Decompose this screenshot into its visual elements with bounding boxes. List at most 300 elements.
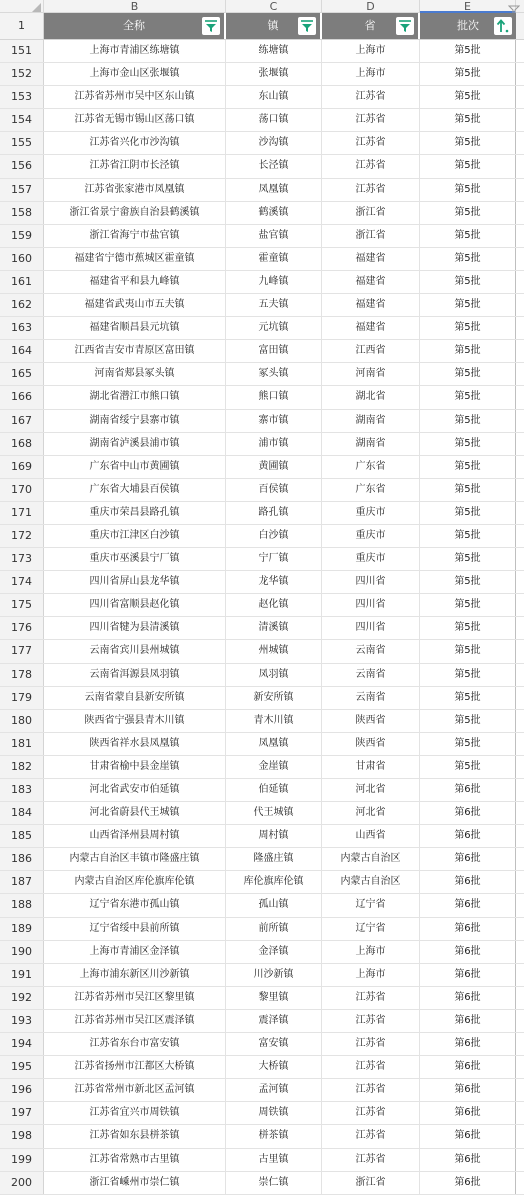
cell-full-name[interactable]: 云南省蒙自县新安所镇 bbox=[44, 687, 226, 709]
cell-batch[interactable]: 第5批 bbox=[420, 687, 516, 709]
cell-full-name[interactable]: 福建省顺昌县元坑镇 bbox=[44, 317, 226, 339]
cell-batch[interactable]: 第6批 bbox=[420, 1056, 516, 1078]
cell-town[interactable]: 前所镇 bbox=[226, 918, 322, 940]
table-row bbox=[0, 802, 524, 825]
cell-town[interactable]: 大桥镇 bbox=[226, 1056, 322, 1078]
cell-full-name[interactable]: 福建省平和县九峰镇 bbox=[44, 271, 226, 293]
row-number[interactable]: 192 bbox=[0, 987, 44, 1009]
cell-batch[interactable]: 第5批 bbox=[420, 386, 516, 408]
row-number[interactable]: 163 bbox=[0, 317, 44, 339]
cell-province[interactable]: 云南省 bbox=[322, 687, 420, 709]
cell-town[interactable]: 金崖镇 bbox=[226, 756, 322, 778]
cell-full-name[interactable]: 浙江省海宁市盐官镇 bbox=[44, 225, 226, 247]
row-number[interactable]: 169 bbox=[0, 456, 44, 478]
table-row bbox=[0, 433, 524, 456]
cell-full-name[interactable]: 江苏省苏州市吴江区震泽镇 bbox=[44, 1010, 226, 1032]
cell-batch[interactable]: 第5批 bbox=[420, 271, 516, 293]
cell-full-name[interactable]: 江苏省如东县栟茶镇 bbox=[44, 1125, 226, 1147]
cell-town[interactable]: 金泽镇 bbox=[226, 941, 322, 963]
cell-batch[interactable]: 第5批 bbox=[420, 294, 516, 316]
cell-province[interactable]: 浙江省 bbox=[322, 225, 420, 247]
cell-full-name[interactable]: 内蒙古自治区丰镇市隆盛庄镇 bbox=[44, 848, 226, 870]
row-number[interactable]: 181 bbox=[0, 733, 44, 755]
cell-full-name[interactable]: 广东省大埔县百侯镇 bbox=[44, 479, 226, 501]
cell-batch[interactable]: 第5批 bbox=[420, 410, 516, 432]
cell-batch[interactable]: 第5批 bbox=[420, 756, 516, 778]
cell-town[interactable]: 孤山镇 bbox=[226, 894, 322, 916]
row-number[interactable]: 156 bbox=[0, 155, 44, 177]
cell-province[interactable]: 重庆市 bbox=[322, 502, 420, 524]
cell-town[interactable]: 长泾镇 bbox=[226, 155, 322, 177]
cell-town[interactable]: 周铁镇 bbox=[226, 1102, 322, 1124]
cell-batch[interactable]: 第5批 bbox=[420, 664, 516, 686]
cell-town[interactable]: 崇仁镇 bbox=[226, 1172, 322, 1194]
filter-menu-icon[interactable] bbox=[508, 1, 520, 12]
cell-town[interactable]: 路孔镇 bbox=[226, 502, 322, 524]
cell-town[interactable]: 凤凰镇 bbox=[226, 733, 322, 755]
cell-town[interactable]: 清溪镇 bbox=[226, 617, 322, 639]
cell-batch[interactable]: 第5批 bbox=[420, 317, 516, 339]
table-row bbox=[0, 871, 524, 894]
row-number[interactable]: 179 bbox=[0, 687, 44, 709]
table-row bbox=[0, 1010, 524, 1033]
cell-town[interactable]: 黎里镇 bbox=[226, 987, 322, 1009]
cell-town[interactable]: 凤凰镇 bbox=[226, 179, 322, 201]
table-row bbox=[0, 710, 524, 733]
cell-full-name[interactable]: 上海市青浦区金泽镇 bbox=[44, 941, 226, 963]
row-number[interactable]: 172 bbox=[0, 525, 44, 547]
cell-town[interactable]: 龙华镇 bbox=[226, 571, 322, 593]
cell-full-name[interactable]: 福建省宁德市蕉城区霍童镇 bbox=[44, 248, 226, 270]
filter-icon bbox=[300, 19, 314, 33]
table-row bbox=[0, 63, 524, 86]
row-number[interactable]: 165 bbox=[0, 363, 44, 385]
row-number[interactable]: 152 bbox=[0, 63, 44, 85]
cell-province[interactable]: 江苏省 bbox=[322, 1079, 420, 1101]
cell-town[interactable]: 新安所镇 bbox=[226, 687, 322, 709]
cell-full-name[interactable]: 河南省郏县冢头镇 bbox=[44, 363, 226, 385]
cell-province[interactable]: 江苏省 bbox=[322, 109, 420, 131]
table-row bbox=[0, 733, 524, 756]
cell-town[interactable]: 五夫镇 bbox=[226, 294, 322, 316]
cell-full-name[interactable]: 辽宁省东港市孤山镇 bbox=[44, 894, 226, 916]
row-number[interactable]: 176 bbox=[0, 617, 44, 639]
cell-batch[interactable]: 第6批 bbox=[420, 1172, 516, 1194]
row-number[interactable]: 183 bbox=[0, 779, 44, 801]
cell-batch[interactable]: 第6批 bbox=[420, 848, 516, 870]
cell-full-name[interactable]: 湖南省泸溪县浦市镇 bbox=[44, 433, 226, 455]
filter-button[interactable] bbox=[298, 17, 316, 35]
cell-province[interactable]: 江苏省 bbox=[322, 132, 420, 154]
cell-batch[interactable]: 第6批 bbox=[420, 1079, 516, 1101]
cell-town[interactable]: 州城镇 bbox=[226, 640, 322, 662]
row-number[interactable]: 190 bbox=[0, 941, 44, 963]
cell-batch[interactable]: 第5批 bbox=[420, 363, 516, 385]
filter-button[interactable] bbox=[202, 17, 220, 35]
cell-full-name[interactable]: 广东省中山市黄圃镇 bbox=[44, 456, 226, 478]
row-number[interactable]: 162 bbox=[0, 294, 44, 316]
cell-province[interactable]: 云南省 bbox=[322, 640, 420, 662]
cell-province[interactable]: 江苏省 bbox=[322, 1149, 420, 1171]
table-row bbox=[0, 1125, 524, 1148]
cell-batch[interactable]: 第5批 bbox=[420, 571, 516, 593]
cell-town[interactable]: 古里镇 bbox=[226, 1149, 322, 1171]
table-row bbox=[0, 340, 524, 363]
cell-batch[interactable]: 第6批 bbox=[420, 1033, 516, 1055]
cell-full-name[interactable]: 河北省蔚县代王城镇 bbox=[44, 802, 226, 824]
header-cell-full-name[interactable] bbox=[44, 13, 226, 39]
cell-full-name[interactable]: 四川省屏山县龙华镇 bbox=[44, 571, 226, 593]
cell-batch[interactable]: 第5批 bbox=[420, 710, 516, 732]
table-row bbox=[0, 918, 524, 941]
cell-province[interactable]: 江苏省 bbox=[322, 86, 420, 108]
cell-batch[interactable]: 第5批 bbox=[420, 733, 516, 755]
row-number[interactable]: 151 bbox=[0, 40, 44, 62]
cell-batch[interactable]: 第5批 bbox=[420, 63, 516, 85]
table-row bbox=[0, 525, 524, 548]
cell-province[interactable]: 内蒙古自治区 bbox=[322, 848, 420, 870]
cell-full-name[interactable]: 上海市金山区张堰镇 bbox=[44, 63, 226, 85]
table-row bbox=[0, 825, 524, 848]
cell-province[interactable]: 湖北省 bbox=[322, 386, 420, 408]
filter-button[interactable] bbox=[396, 17, 414, 35]
header-label: 批次 bbox=[457, 19, 479, 32]
table-row bbox=[0, 687, 524, 710]
cell-town[interactable]: 冢头镇 bbox=[226, 363, 322, 385]
column-letter-d[interactable]: D bbox=[322, 0, 420, 13]
cell-province[interactable]: 河北省 bbox=[322, 802, 420, 824]
cell-batch[interactable]: 第6批 bbox=[420, 987, 516, 1009]
row-number[interactable]: 191 bbox=[0, 964, 44, 986]
cell-full-name[interactable]: 江苏省苏州市吴江区黎里镇 bbox=[44, 987, 226, 1009]
cell-province[interactable]: 河南省 bbox=[322, 363, 420, 385]
cell-batch[interactable]: 第6批 bbox=[420, 894, 516, 916]
cell-full-name[interactable]: 浙江省景宁畲族自治县鹤溪镇 bbox=[44, 202, 226, 224]
cell-town[interactable]: 富安镇 bbox=[226, 1033, 322, 1055]
cell-town[interactable]: 百侯镇 bbox=[226, 479, 322, 501]
cell-town[interactable]: 伯延镇 bbox=[226, 779, 322, 801]
cell-province[interactable]: 四川省 bbox=[322, 571, 420, 593]
cell-province[interactable]: 福建省 bbox=[322, 248, 420, 270]
cell-batch[interactable]: 第5批 bbox=[420, 132, 516, 154]
table-row bbox=[0, 779, 524, 802]
cell-province[interactable]: 云南省 bbox=[322, 664, 420, 686]
row-number[interactable]: 175 bbox=[0, 594, 44, 616]
table-row bbox=[0, 1033, 524, 1056]
row-number[interactable]: 154 bbox=[0, 109, 44, 131]
cell-town[interactable]: 鹤溪镇 bbox=[226, 202, 322, 224]
cell-full-name[interactable]: 江苏省东台市富安镇 bbox=[44, 1033, 226, 1055]
cell-province[interactable]: 陕西省 bbox=[322, 733, 420, 755]
cell-town[interactable]: 栟茶镇 bbox=[226, 1125, 322, 1147]
cell-full-name[interactable]: 福建省武夷山市五夫镇 bbox=[44, 294, 226, 316]
row-number[interactable]: 164 bbox=[0, 340, 44, 362]
cell-batch[interactable]: 第6批 bbox=[420, 964, 516, 986]
cell-province[interactable]: 江苏省 bbox=[322, 987, 420, 1009]
row-number[interactable]: 195 bbox=[0, 1056, 44, 1078]
cell-full-name[interactable]: 上海市青浦区练塘镇 bbox=[44, 40, 226, 62]
cell-town[interactable]: 库伦旗库伦镇 bbox=[226, 871, 322, 893]
cell-town[interactable]: 张堰镇 bbox=[226, 63, 322, 85]
row-number[interactable]: 1 bbox=[0, 13, 44, 39]
cell-province[interactable]: 江西省 bbox=[322, 340, 420, 362]
cell-town[interactable]: 东山镇 bbox=[226, 86, 322, 108]
row-number[interactable]: 187 bbox=[0, 871, 44, 893]
column-letter-c[interactable]: C bbox=[226, 0, 322, 13]
header-cell-town[interactable] bbox=[226, 13, 322, 39]
table-row bbox=[0, 664, 524, 687]
row-number[interactable]: 197 bbox=[0, 1102, 44, 1124]
cell-batch[interactable]: 第5批 bbox=[420, 155, 516, 177]
cell-province[interactable]: 湖南省 bbox=[322, 410, 420, 432]
table-row bbox=[0, 1056, 524, 1079]
cell-province[interactable]: 辽宁省 bbox=[322, 918, 420, 940]
cell-batch[interactable]: 第5批 bbox=[420, 617, 516, 639]
cell-full-name[interactable]: 江苏省江阴市长泾镇 bbox=[44, 155, 226, 177]
row-number[interactable]: 166 bbox=[0, 386, 44, 408]
row-number[interactable]: 177 bbox=[0, 640, 44, 662]
cell-batch[interactable]: 第5批 bbox=[420, 179, 516, 201]
table-row bbox=[0, 248, 524, 271]
cell-batch[interactable]: 第5批 bbox=[420, 202, 516, 224]
table-row bbox=[0, 894, 524, 917]
cell-batch[interactable]: 第5批 bbox=[420, 594, 516, 616]
cell-full-name[interactable]: 江苏省常熟市古里镇 bbox=[44, 1149, 226, 1171]
cell-province[interactable]: 辽宁省 bbox=[322, 894, 420, 916]
table-row bbox=[0, 155, 524, 178]
row-number[interactable]: 184 bbox=[0, 802, 44, 824]
row-number[interactable]: 185 bbox=[0, 825, 44, 847]
cell-full-name[interactable]: 江苏省苏州市吴中区东山镇 bbox=[44, 86, 226, 108]
cell-town[interactable]: 熊口镇 bbox=[226, 386, 322, 408]
row-number[interactable]: 186 bbox=[0, 848, 44, 870]
cell-province[interactable]: 江苏省 bbox=[322, 1033, 420, 1055]
cell-batch[interactable]: 第6批 bbox=[420, 918, 516, 940]
row-number[interactable]: 199 bbox=[0, 1149, 44, 1171]
cell-batch[interactable]: 第5批 bbox=[420, 456, 516, 478]
cell-province[interactable]: 江苏省 bbox=[322, 1010, 420, 1032]
cell-full-name[interactable]: 江苏省无锡市锡山区荡口镇 bbox=[44, 109, 226, 131]
sort-button[interactable] bbox=[494, 17, 512, 35]
cell-town[interactable]: 周村镇 bbox=[226, 825, 322, 847]
cell-full-name[interactable]: 四川省犍为县清溪镇 bbox=[44, 617, 226, 639]
row-number[interactable]: 200 bbox=[0, 1172, 44, 1194]
sort-ascending-icon bbox=[496, 19, 510, 33]
cell-town[interactable]: 元坑镇 bbox=[226, 317, 322, 339]
cell-town[interactable]: 盐官镇 bbox=[226, 225, 322, 247]
row-number[interactable]: 159 bbox=[0, 225, 44, 247]
row-number[interactable]: 196 bbox=[0, 1079, 44, 1101]
header-row bbox=[0, 13, 524, 40]
cell-province[interactable]: 广东省 bbox=[322, 456, 420, 478]
cell-province[interactable]: 重庆市 bbox=[322, 525, 420, 547]
row-number[interactable]: 171 bbox=[0, 502, 44, 524]
table-row bbox=[0, 317, 524, 340]
cell-town[interactable]: 川沙新镇 bbox=[226, 964, 322, 986]
cell-full-name[interactable]: 陕西省宁强县青木川镇 bbox=[44, 710, 226, 732]
table-row bbox=[0, 617, 524, 640]
cell-full-name[interactable]: 江苏省张家港市凤凰镇 bbox=[44, 179, 226, 201]
cell-town[interactable]: 浦市镇 bbox=[226, 433, 322, 455]
cell-batch[interactable]: 第5批 bbox=[420, 109, 516, 131]
cell-province[interactable]: 江苏省 bbox=[322, 1056, 420, 1078]
filter-icon bbox=[398, 19, 412, 33]
cell-province[interactable]: 福建省 bbox=[322, 294, 420, 316]
cell-batch[interactable]: 第6批 bbox=[420, 779, 516, 801]
cell-batch[interactable]: 第5批 bbox=[420, 525, 516, 547]
cell-batch[interactable]: 第6批 bbox=[420, 825, 516, 847]
cell-batch[interactable]: 第5批 bbox=[420, 640, 516, 662]
table-row bbox=[0, 202, 524, 225]
row-number[interactable]: 198 bbox=[0, 1125, 44, 1147]
row-number[interactable]: 194 bbox=[0, 1033, 44, 1055]
row-number[interactable]: 173 bbox=[0, 548, 44, 570]
cell-full-name[interactable]: 山西省泽州县周村镇 bbox=[44, 825, 226, 847]
cell-full-name[interactable]: 陕西省祥水县凤凰镇 bbox=[44, 733, 226, 755]
table-row bbox=[0, 456, 524, 479]
cell-batch[interactable]: 第5批 bbox=[420, 248, 516, 270]
cell-full-name[interactable]: 云南省宾川县州城镇 bbox=[44, 640, 226, 662]
cell-province[interactable]: 重庆市 bbox=[322, 548, 420, 570]
header-cell-province[interactable] bbox=[322, 13, 420, 39]
cell-province[interactable]: 江苏省 bbox=[322, 1125, 420, 1147]
cell-full-name[interactable]: 重庆市荣昌县路孔镇 bbox=[44, 502, 226, 524]
cell-town[interactable]: 青木川镇 bbox=[226, 710, 322, 732]
cell-full-name[interactable]: 四川省富顺县赵化镇 bbox=[44, 594, 226, 616]
cell-province[interactable]: 福建省 bbox=[322, 271, 420, 293]
row-number[interactable]: 155 bbox=[0, 132, 44, 154]
cell-batch[interactable]: 第6批 bbox=[420, 1102, 516, 1124]
cell-batch[interactable]: 第5批 bbox=[420, 548, 516, 570]
cell-full-name[interactable]: 辽宁省绥中县前所镇 bbox=[44, 918, 226, 940]
cell-batch[interactable]: 第6批 bbox=[420, 1149, 516, 1171]
cell-town[interactable]: 代王城镇 bbox=[226, 802, 322, 824]
select-all-corner[interactable] bbox=[0, 0, 44, 13]
cell-batch[interactable]: 第5批 bbox=[420, 86, 516, 108]
column-letter-bar bbox=[0, 0, 524, 13]
row-number[interactable]: 157 bbox=[0, 179, 44, 201]
cell-batch[interactable]: 第6批 bbox=[420, 1010, 516, 1032]
cell-province[interactable]: 江苏省 bbox=[322, 155, 420, 177]
row-number[interactable]: 180 bbox=[0, 710, 44, 732]
cell-province[interactable]: 上海市 bbox=[322, 941, 420, 963]
cell-full-name[interactable]: 甘肃省榆中县金崖镇 bbox=[44, 756, 226, 778]
cell-town[interactable]: 凤羽镇 bbox=[226, 664, 322, 686]
row-number[interactable]: 168 bbox=[0, 433, 44, 455]
cell-full-name[interactable]: 江苏省常州市新北区孟河镇 bbox=[44, 1079, 226, 1101]
cell-town[interactable]: 孟河镇 bbox=[226, 1079, 322, 1101]
cell-batch[interactable]: 第5批 bbox=[420, 340, 516, 362]
cell-province[interactable]: 甘肃省 bbox=[322, 756, 420, 778]
cell-town[interactable]: 九峰镇 bbox=[226, 271, 322, 293]
cell-town[interactable]: 宁厂镇 bbox=[226, 548, 322, 570]
cell-batch[interactable]: 第6批 bbox=[420, 802, 516, 824]
cell-batch[interactable]: 第6批 bbox=[420, 871, 516, 893]
row-number[interactable]: 170 bbox=[0, 479, 44, 501]
cell-full-name[interactable]: 重庆市江津区白沙镇 bbox=[44, 525, 226, 547]
cell-full-name[interactable]: 湖南省绥宁县寨市镇 bbox=[44, 410, 226, 432]
column-letter-e[interactable]: E bbox=[420, 0, 516, 13]
cell-province[interactable]: 内蒙古自治区 bbox=[322, 871, 420, 893]
cell-province[interactable]: 江苏省 bbox=[322, 1102, 420, 1124]
row-number[interactable]: 161 bbox=[0, 271, 44, 293]
row-number[interactable]: 189 bbox=[0, 918, 44, 940]
cell-province[interactable]: 四川省 bbox=[322, 617, 420, 639]
row-number[interactable]: 153 bbox=[0, 86, 44, 108]
cell-town[interactable]: 隆盛庄镇 bbox=[226, 848, 322, 870]
cell-province[interactable]: 江苏省 bbox=[322, 179, 420, 201]
cell-province[interactable]: 山西省 bbox=[322, 825, 420, 847]
cell-town[interactable]: 霍童镇 bbox=[226, 248, 322, 270]
cell-full-name[interactable]: 上海市浦东新区川沙新镇 bbox=[44, 964, 226, 986]
cell-batch[interactable]: 第6批 bbox=[420, 1125, 516, 1147]
row-number[interactable]: 158 bbox=[0, 202, 44, 224]
table-row bbox=[0, 225, 524, 248]
row-number[interactable]: 193 bbox=[0, 1010, 44, 1032]
header-cell-batch[interactable] bbox=[420, 13, 516, 39]
cell-province[interactable]: 福建省 bbox=[322, 317, 420, 339]
table-row bbox=[0, 132, 524, 155]
cell-batch[interactable]: 第5批 bbox=[420, 479, 516, 501]
cell-province[interactable]: 河北省 bbox=[322, 779, 420, 801]
cell-town[interactable]: 震泽镇 bbox=[226, 1010, 322, 1032]
cell-town[interactable]: 沙沟镇 bbox=[226, 132, 322, 154]
cell-province[interactable]: 上海市 bbox=[322, 964, 420, 986]
row-number[interactable]: 167 bbox=[0, 410, 44, 432]
table-row bbox=[0, 1079, 524, 1102]
cell-full-name[interactable]: 江西省吉安市青原区富田镇 bbox=[44, 340, 226, 362]
row-number[interactable]: 174 bbox=[0, 571, 44, 593]
row-number[interactable]: 188 bbox=[0, 894, 44, 916]
cell-batch[interactable]: 第5批 bbox=[420, 433, 516, 455]
cell-batch[interactable]: 第5批 bbox=[420, 40, 516, 62]
row-number[interactable]: 178 bbox=[0, 664, 44, 686]
cell-province[interactable]: 广东省 bbox=[322, 479, 420, 501]
cell-province[interactable]: 上海市 bbox=[322, 63, 420, 85]
cell-province[interactable]: 陕西省 bbox=[322, 710, 420, 732]
cell-full-name[interactable]: 湖北省潜江市熊口镇 bbox=[44, 386, 226, 408]
column-letter-b[interactable]: B bbox=[44, 0, 226, 13]
cell-town[interactable]: 富田镇 bbox=[226, 340, 322, 362]
cell-full-name[interactable]: 云南省洱源县凤羽镇 bbox=[44, 664, 226, 686]
cell-full-name[interactable]: 江苏省兴化市沙沟镇 bbox=[44, 132, 226, 154]
cell-full-name[interactable]: 江苏省扬州市江都区大桥镇 bbox=[44, 1056, 226, 1078]
cell-batch[interactable]: 第5批 bbox=[420, 225, 516, 247]
table-row bbox=[0, 594, 524, 617]
cell-province[interactable]: 上海市 bbox=[322, 40, 420, 62]
cell-province[interactable]: 浙江省 bbox=[322, 202, 420, 224]
cell-full-name[interactable]: 河北省武安市伯延镇 bbox=[44, 779, 226, 801]
row-number[interactable]: 160 bbox=[0, 248, 44, 270]
cell-full-name[interactable]: 重庆市巫溪县宁厂镇 bbox=[44, 548, 226, 570]
cell-town[interactable]: 荡口镇 bbox=[226, 109, 322, 131]
header-label: 镇 bbox=[267, 19, 279, 32]
cell-province[interactable]: 湖南省 bbox=[322, 433, 420, 455]
cell-town[interactable]: 白沙镇 bbox=[226, 525, 322, 547]
cell-full-name[interactable]: 浙江省嵊州市崇仁镇 bbox=[44, 1172, 226, 1194]
cell-town[interactable]: 寨市镇 bbox=[226, 410, 322, 432]
cell-batch[interactable]: 第5批 bbox=[420, 502, 516, 524]
cell-batch[interactable]: 第6批 bbox=[420, 941, 516, 963]
cell-full-name[interactable]: 江苏省宜兴市周铁镇 bbox=[44, 1102, 226, 1124]
cell-town[interactable]: 练塘镇 bbox=[226, 40, 322, 62]
cell-province[interactable]: 四川省 bbox=[322, 594, 420, 616]
cell-town[interactable]: 黄圃镇 bbox=[226, 456, 322, 478]
cell-full-name[interactable]: 内蒙古自治区库伦旗库伦镇 bbox=[44, 871, 226, 893]
cell-town[interactable]: 赵化镇 bbox=[226, 594, 322, 616]
row-number[interactable]: 182 bbox=[0, 756, 44, 778]
cell-province[interactable]: 浙江省 bbox=[322, 1172, 420, 1194]
